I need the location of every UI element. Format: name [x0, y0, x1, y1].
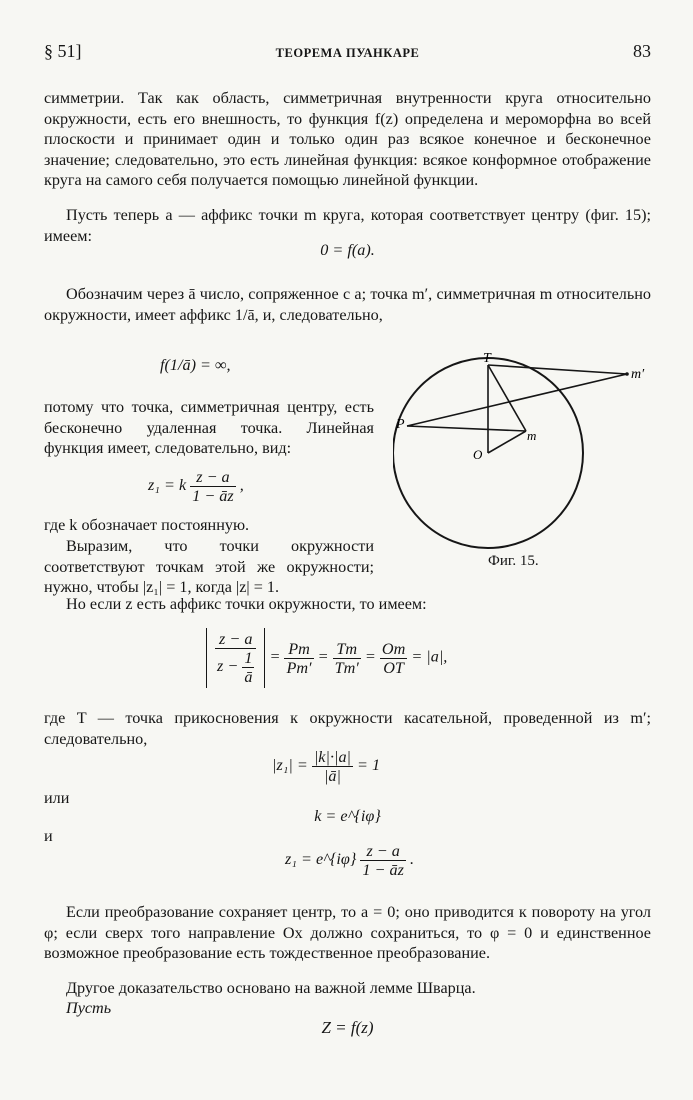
eq4-f1-num: Pm [284, 640, 313, 659]
eq4-tail: = |a|, [411, 647, 448, 666]
running-title: ТЕОРЕМА ПУАНКАРЕ [275, 46, 420, 60]
eq3-numerator: z − a [190, 468, 236, 487]
eq3-tail: , [239, 476, 244, 495]
eq4-absolute-value [206, 628, 265, 688]
segment-Tm [488, 365, 526, 431]
equation-6: k = e^{iφ} [314, 807, 381, 825]
paragraph-2: Пусть теперь a — аффикс точки m круга, которая соответствует центру (фиг. 15); имеем: [44, 206, 651, 245]
segment-Om [488, 431, 526, 453]
eq4-f1-den: Pm′ [286, 658, 312, 677]
eq5-den: |ā| [323, 767, 341, 785]
eq4-f2-num: Tm [333, 640, 361, 659]
eq7-den: 1 − āz [362, 861, 404, 879]
eq4-inner-fraction [242, 649, 254, 686]
eq4-abs-fraction [215, 630, 256, 686]
paragraph-3: Обозначим через ā число, сопряженное с a; точка m′, симметричная m относительно окружности, имеет аффикс 1/ā, и, следовательно, [44, 285, 651, 324]
paragraph-7: Но если z есть аффикс точки окружности, то имеем: [66, 595, 427, 613]
eq4-fraction-pm [284, 640, 313, 677]
section-marker: § 51] [44, 41, 82, 61]
paragraph-5: где k обозначает постоянную. [44, 516, 250, 534]
paragraph-1: симметрии. Так как область, симметричная внутренности круга относительно окружности, есть его внешность, то функция f(z) определена и мероморфна во всей плоскости и принимает один и только один раз всякое конечное и бесконечное значение; следовательно, это есть линейная функция: всякое конформное отображение круга на самого себя получается помощью линейной функции. [44, 89, 651, 189]
eq4-f3-num: Om [381, 639, 406, 658]
label-m-prime: m′ [631, 367, 645, 382]
eq7-fraction [360, 842, 406, 879]
equation-5 [272, 748, 380, 785]
paragraph-6: Выразим, что точки окружности соответствуют точкам этой же окружности; нужно, чтобы |z₁| = 1, когда |z| = 1. [44, 537, 374, 596]
eq4-fraction-om [380, 640, 407, 677]
segment-Pm-prime [407, 374, 627, 426]
eq4-abs-denominator [215, 649, 256, 686]
label-O: O [473, 447, 483, 462]
label-T: T [483, 351, 491, 366]
paragraph-4: потому что точка, симметричная центру, есть бесконечно удаленная точка. Линейная функция имеет, следовательно, вид: [44, 398, 374, 457]
eq4-inner-den: ā [244, 668, 253, 686]
label-and: и [44, 827, 53, 845]
eq7-tail: . [409, 850, 415, 869]
eq4-inner-num: 1 [244, 649, 253, 667]
equation-3 [148, 468, 244, 505]
eq3-denominator: 1 − āz [192, 487, 234, 505]
paragraph-10: Другое доказательство основано на важной лемме Шварца. [66, 979, 476, 997]
label-or: или [44, 789, 70, 807]
circle-diagram [393, 346, 668, 571]
equation-8: Z = f(z) [321, 1018, 374, 1037]
paragraph-8: где T — точка прикосновения к окружности касательной, проведенной из m′; следовательно, [44, 709, 651, 748]
eq4-abs-numerator: z − a [215, 630, 256, 649]
paragraph-11: Пусть [66, 999, 112, 1017]
label-m: m [527, 428, 537, 443]
eq7-num: z − a [360, 842, 406, 861]
eq4-f2-den: Tm′ [334, 658, 359, 677]
equation-7 [285, 842, 414, 879]
segment-Pm [407, 426, 526, 431]
eq4-f3-den: OT [383, 658, 404, 677]
figure-caption: Фиг. 15. [488, 553, 539, 569]
equation-4: z − a z − $\frac{1}{ā}$ = $\frac{Pm}{Pm'}$ = $\frac{Tm}{Tm'}$ = $\frac{Om}{OT}$ = |a|, [206, 628, 447, 688]
eq4-fraction-tm [333, 640, 361, 677]
eq5-lhs: |z₁| = [272, 756, 308, 775]
paragraph-9: Если преобразование сохраняет центр, то a = 0; оно приводится к повороту на угол φ; если сверх того направление Ox должно сохраниться, то φ = 0 и единственное возможное преобразование есть тождественное преобразование. [44, 903, 651, 962]
point-m-prime [625, 372, 629, 376]
page-number: 83 [633, 41, 651, 61]
page-header [44, 41, 651, 65]
eq5-fraction [312, 748, 353, 785]
eq4-abs-den-z: z − [217, 657, 239, 676]
figure-15 [393, 346, 668, 571]
equation-1: 0 = f(a). [320, 241, 375, 259]
tangent-Tm-prime [488, 365, 627, 374]
eq5-rhs: = 1 [357, 756, 381, 775]
equation-2: f(1/ā) = ∞, [160, 356, 231, 374]
label-P: P [396, 417, 405, 432]
eq7-lhs: z₁ = e^{iφ} [285, 850, 357, 869]
eq3-lhs: z₁ = k [148, 476, 187, 495]
eq3-fraction [190, 468, 236, 505]
eq5-num: |k|·|a| [313, 748, 351, 766]
